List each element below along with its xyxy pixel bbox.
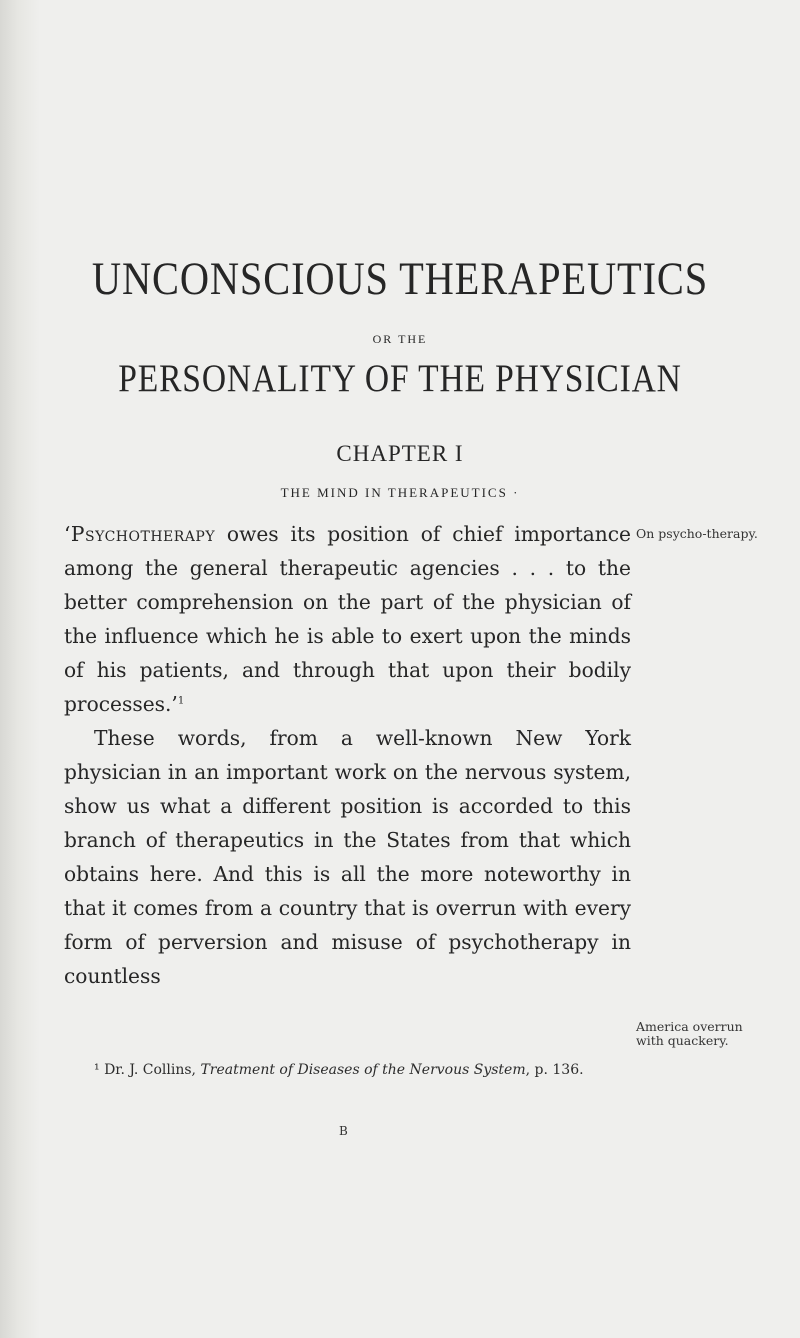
footnote-page: , p. 136. [525,1062,584,1078]
footnote-author: Dr. J. Collins, [99,1062,201,1078]
page-edge-shadow [0,0,40,1338]
book-title: UNCONSCIOUS THERAPEUTICS [91,253,709,305]
paragraph-1-text: owes its position of chief importance among the general therapeutic agencies . . . to the better comprehension on the part of the physician of the influence which he is able to exert upon the minds of his patients, and through that upon their bodily processes.’ [64,522,631,716]
footnote-marker: ¹ [94,1062,100,1078]
footnote-work-title: Treatment of Diseases of the Nervous System [200,1062,526,1078]
paragraph-2: These words, from a well-known New York physician in an important work on the nervous system, show us what a different position is accorded to this branch of therapeutics in the States from that which obtains here. And this is all the more noteworthy in that it comes from a country that is overrun with every form of perversion and misuse of psychotherapy in countless [64,726,631,988]
chapter-title: THE MIND IN THERAPEUTICS · [280,485,520,500]
signature-mark: B [339,1124,348,1138]
margin-note-america: America overrun with quackery. [636,1019,743,1048]
footnote-reference: 1 [177,695,185,707]
footnote [64,1061,624,1079]
main-text [64,517,631,993]
title-connector: OR THE [372,332,428,346]
chapter-heading: CHAPTER I [336,441,464,466]
paragraph-1 [64,517,631,721]
book-subtitle: PERSONALITY OF THE PHYSICIAN [118,357,682,400]
margin-note-psychotherapy: On psycho-therapy. [636,526,758,541]
opening-word: ‘Psychotherapy [64,522,216,546]
